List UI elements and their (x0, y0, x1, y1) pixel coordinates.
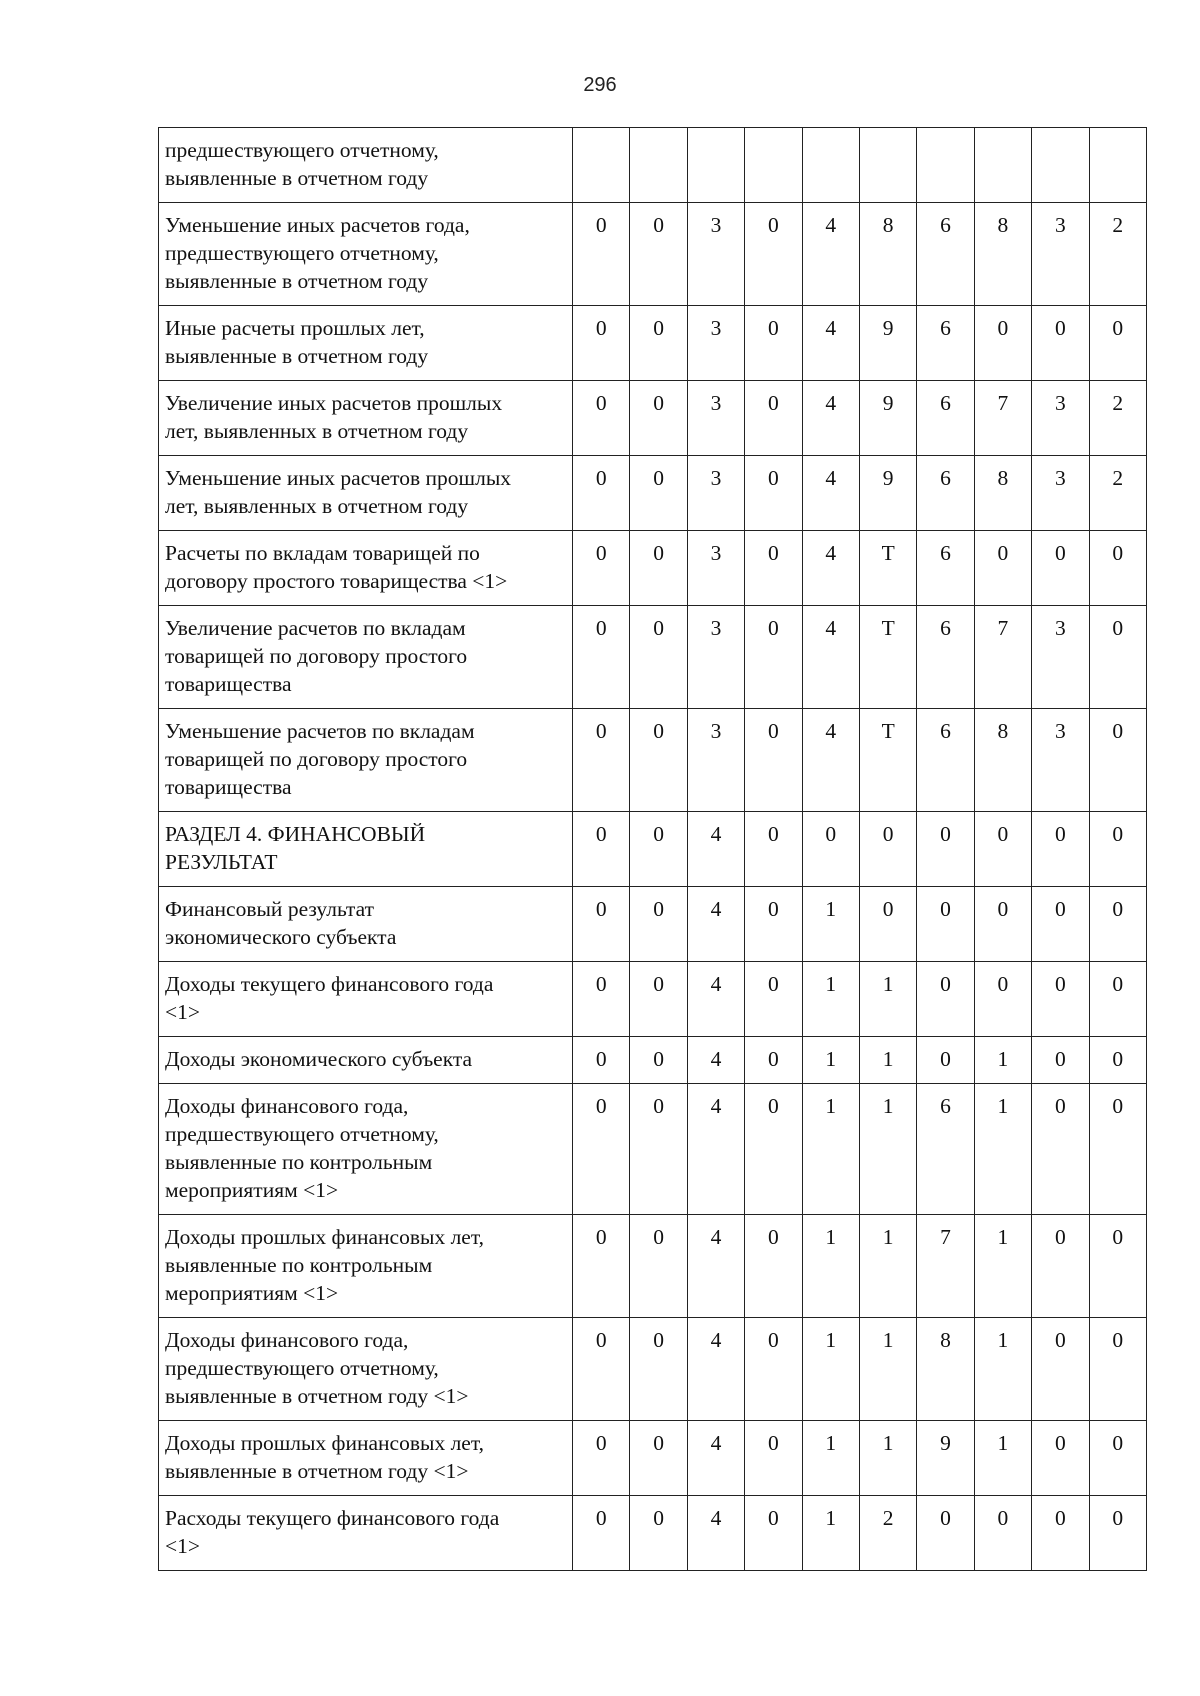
code-digit-cell: 0 (573, 531, 630, 606)
row-name-line: Уменьшение расчетов по вкладам (165, 719, 475, 743)
code-digit-cell: 0 (1089, 531, 1146, 606)
code-digit-cell: 0 (745, 1496, 802, 1571)
code-digit-cell: 0 (1089, 1496, 1146, 1571)
table-row (159, 1421, 1147, 1496)
code-digit-cell: 0 (745, 1421, 802, 1496)
code-digit-cell: 0 (1032, 1215, 1089, 1318)
row-name-line: выявленные в отчетном году (165, 344, 429, 368)
code-digit-cell: 3 (1032, 709, 1089, 812)
row-name-line: выявленные по контрольным (165, 1253, 433, 1277)
code-digit-cell: 0 (630, 1037, 687, 1084)
row-name-line: товарищей по договору простого (165, 747, 468, 771)
row-name-line: выявленные в отчетном году (165, 166, 429, 190)
code-digit-cell: 3 (687, 606, 744, 709)
code-digit-cell: 0 (974, 1496, 1031, 1571)
code-digit-cell: 6 (917, 456, 974, 531)
code-digit-cell: 0 (917, 1037, 974, 1084)
code-digit-cell: 0 (1032, 1318, 1089, 1421)
row-name-line: Доходы финансового года, (165, 1094, 409, 1118)
code-digit-cell: 4 (802, 531, 859, 606)
code-digit-cell: 1 (974, 1084, 1031, 1215)
code-digit-cell: 0 (1089, 1215, 1146, 1318)
row-name-line: РЕЗУЛЬТАТ (165, 850, 278, 874)
code-digit-cell: 0 (1089, 1421, 1146, 1496)
code-digit-cell: 1 (859, 1318, 916, 1421)
code-digit-cell: 3 (687, 531, 744, 606)
row-name-cell (159, 456, 573, 531)
table-row (159, 203, 1147, 306)
code-digit-cell: 0 (1032, 1084, 1089, 1215)
code-digit-cell (630, 128, 687, 203)
code-digit-cell: 0 (573, 1084, 630, 1215)
row-name-line: мероприятиям <1> (165, 1178, 339, 1202)
row-name-line: Доходы текущего финансового года (165, 972, 494, 996)
table-body (159, 128, 1147, 1571)
code-digit-cell: 4 (802, 709, 859, 812)
code-digit-cell: 3 (1032, 203, 1089, 306)
row-name-line: выявленные в отчетном году <1> (165, 1384, 469, 1408)
row-name-line: <1> (165, 1000, 201, 1024)
code-digit-cell: 9 (859, 306, 916, 381)
code-digit-cell: 0 (745, 306, 802, 381)
code-digit-cell: Т (859, 709, 916, 812)
code-digit-cell: 0 (573, 1421, 630, 1496)
code-digit-cell: 4 (687, 812, 744, 887)
row-name-cell (159, 1037, 573, 1084)
code-digit-cell (974, 128, 1031, 203)
code-digit-cell: 4 (687, 1421, 744, 1496)
code-digit-cell: 0 (1089, 606, 1146, 709)
code-digit-cell: 0 (630, 203, 687, 306)
code-digit-cell: 2 (1089, 456, 1146, 531)
code-digit-cell: 2 (1089, 381, 1146, 456)
code-digit-cell: 2 (1089, 203, 1146, 306)
code-digit-cell: 0 (573, 812, 630, 887)
row-name-line: предшествующего отчетному, (165, 241, 439, 265)
code-digit-cell: 0 (974, 887, 1031, 962)
code-digit-cell: 0 (1032, 306, 1089, 381)
code-digit-cell: 3 (687, 709, 744, 812)
table-row (159, 1037, 1147, 1084)
code-digit-cell: 0 (802, 812, 859, 887)
code-digit-cell: 0 (1032, 887, 1089, 962)
code-digit-cell: 0 (630, 606, 687, 709)
code-digit-cell: 1 (802, 1421, 859, 1496)
row-name-cell (159, 203, 573, 306)
code-digit-cell: 6 (917, 306, 974, 381)
row-name-line: Финансовый результат (165, 897, 374, 921)
code-digit-cell: 0 (745, 1215, 802, 1318)
code-digit-cell: Т (859, 606, 916, 709)
row-name-cell (159, 709, 573, 812)
code-digit-cell: 3 (1032, 606, 1089, 709)
code-digit-cell: 1 (859, 962, 916, 1037)
code-digit-cell: 0 (1032, 812, 1089, 887)
row-name-cell (159, 531, 573, 606)
code-digit-cell: 4 (802, 203, 859, 306)
code-digit-cell: 0 (745, 456, 802, 531)
code-digit-cell: 0 (1089, 1084, 1146, 1215)
code-digit-cell: 1 (859, 1421, 916, 1496)
code-digit-cell: 0 (745, 962, 802, 1037)
code-digit-cell: 0 (573, 887, 630, 962)
table-row (159, 531, 1147, 606)
code-digit-cell: 0 (1089, 812, 1146, 887)
row-name-line: Расходы текущего финансового года (165, 1506, 500, 1530)
code-digit-cell: 0 (745, 887, 802, 962)
code-digit-cell: 0 (573, 606, 630, 709)
code-digit-cell (859, 128, 916, 203)
row-name-line: предшествующего отчетному, (165, 1356, 439, 1380)
code-digit-cell: 1 (802, 1084, 859, 1215)
code-digit-cell: 0 (745, 812, 802, 887)
table-row (159, 1084, 1147, 1215)
table-row (159, 128, 1147, 203)
code-digit-cell: 1 (802, 962, 859, 1037)
code-digit-cell: 0 (573, 709, 630, 812)
code-digit-cell: 0 (1089, 887, 1146, 962)
code-digit-cell: 1 (802, 887, 859, 962)
code-digit-cell: 8 (974, 709, 1031, 812)
code-digit-cell: 0 (630, 306, 687, 381)
row-name-line: выявленные в отчетном году (165, 269, 429, 293)
code-digit-cell: 0 (859, 812, 916, 887)
code-digit-cell: 3 (687, 203, 744, 306)
code-digit-cell: 0 (917, 812, 974, 887)
code-digit-cell: 6 (917, 531, 974, 606)
code-digit-cell: 0 (974, 531, 1031, 606)
row-name-cell (159, 812, 573, 887)
row-name-cell (159, 1215, 573, 1318)
code-digit-cell: 1 (802, 1318, 859, 1421)
code-digit-cell: 6 (917, 709, 974, 812)
row-name-line: Доходы экономического субъекта (165, 1047, 473, 1071)
code-digit-cell: 0 (745, 606, 802, 709)
code-digit-cell: 4 (687, 962, 744, 1037)
row-name-line: договору простого товарищества <1> (165, 569, 508, 593)
row-name-line: лет, выявленных в отчетном году (165, 494, 469, 518)
code-digit-cell: 7 (917, 1215, 974, 1318)
code-digit-cell: 3 (1032, 456, 1089, 531)
code-digit-cell: 6 (917, 381, 974, 456)
code-digit-cell: 3 (687, 381, 744, 456)
code-digit-cell: 0 (1032, 962, 1089, 1037)
code-digit-cell: 0 (1032, 1496, 1089, 1571)
row-name-line: выявленные по контрольным (165, 1150, 433, 1174)
code-digit-cell: 0 (630, 962, 687, 1037)
code-digit-cell: 0 (630, 1084, 687, 1215)
row-name-line: мероприятиям <1> (165, 1281, 339, 1305)
code-digit-cell: 8 (974, 456, 1031, 531)
code-digit-cell: 0 (1032, 531, 1089, 606)
code-digit-cell: 1 (974, 1215, 1031, 1318)
code-digit-cell: 4 (687, 1037, 744, 1084)
code-digit-cell: 0 (745, 531, 802, 606)
code-digit-cell: 0 (573, 203, 630, 306)
code-digit-cell: 0 (630, 709, 687, 812)
code-digit-cell: 0 (1089, 306, 1146, 381)
code-digit-cell: 0 (917, 887, 974, 962)
code-digit-cell: 7 (974, 381, 1031, 456)
table-row (159, 381, 1147, 456)
code-digit-cell: 0 (974, 812, 1031, 887)
code-digit-cell (573, 128, 630, 203)
code-digit-cell: 0 (745, 203, 802, 306)
code-digit-cell: 0 (573, 1037, 630, 1084)
table-row (159, 962, 1147, 1037)
code-digit-cell: 0 (573, 381, 630, 456)
row-name-line: Доходы прошлых финансовых лет, (165, 1431, 484, 1455)
code-digit-cell: 1 (802, 1037, 859, 1084)
table-row (159, 306, 1147, 381)
code-digit-cell: 0 (630, 531, 687, 606)
code-digit-cell: 0 (573, 1496, 630, 1571)
code-digit-cell: 6 (917, 1084, 974, 1215)
row-name-line: Увеличение расчетов по вкладам (165, 616, 466, 640)
row-name-line: <1> (165, 1534, 201, 1558)
code-digit-cell: 3 (687, 456, 744, 531)
code-digit-cell: 0 (917, 1496, 974, 1571)
code-digit-cell: 3 (1032, 381, 1089, 456)
row-name-line: товарищей по договору простого (165, 644, 468, 668)
code-digit-cell: 0 (573, 1318, 630, 1421)
account-codes-table (158, 127, 1147, 1571)
row-name-line: РАЗДЕЛ 4. ФИНАНСОВЫЙ (165, 822, 426, 846)
code-digit-cell: 9 (917, 1421, 974, 1496)
row-name-line: Увеличение иных расчетов прошлых (165, 391, 503, 415)
row-name-line: товарищества (165, 672, 292, 696)
code-digit-cell: 1 (859, 1215, 916, 1318)
row-name-line: Уменьшение иных расчетов года, (165, 213, 470, 237)
row-name-cell (159, 887, 573, 962)
row-name-cell (159, 1421, 573, 1496)
code-digit-cell: 0 (974, 962, 1031, 1037)
table-row (159, 812, 1147, 887)
code-digit-cell: 3 (687, 306, 744, 381)
row-name-line: Расчеты по вкладам товарищей по (165, 541, 480, 565)
code-digit-cell: 1 (974, 1318, 1031, 1421)
code-digit-cell: 4 (802, 306, 859, 381)
code-digit-cell: 2 (859, 1496, 916, 1571)
code-digit-cell: 6 (917, 606, 974, 709)
code-digit-cell: 0 (573, 962, 630, 1037)
code-digit-cell: Т (859, 531, 916, 606)
row-name-line: Иные расчеты прошлых лет, (165, 316, 425, 340)
row-name-line: предшествующего отчетному, (165, 1122, 439, 1146)
code-digit-cell: 0 (1032, 1037, 1089, 1084)
row-name-cell (159, 306, 573, 381)
code-digit-cell: 0 (573, 1215, 630, 1318)
code-digit-cell: 0 (974, 306, 1031, 381)
code-digit-cell: 1 (974, 1037, 1031, 1084)
code-digit-cell: 0 (745, 709, 802, 812)
code-digit-cell: 0 (745, 1037, 802, 1084)
code-digit-cell: 0 (630, 1421, 687, 1496)
row-name-cell (159, 1318, 573, 1421)
row-name-line: товарищества (165, 775, 292, 799)
code-digit-cell: 0 (745, 1084, 802, 1215)
code-digit-cell: 8 (859, 203, 916, 306)
code-digit-cell (687, 128, 744, 203)
table-row (159, 606, 1147, 709)
row-name-line: Доходы прошлых финансовых лет, (165, 1225, 484, 1249)
code-digit-cell: 0 (630, 1496, 687, 1571)
code-digit-cell: 4 (687, 1318, 744, 1421)
code-digit-cell: 7 (974, 606, 1031, 709)
code-digit-cell: 1 (859, 1037, 916, 1084)
row-name-cell (159, 128, 573, 203)
row-name-line: экономического субъекта (165, 925, 397, 949)
table-row (159, 1215, 1147, 1318)
code-digit-cell (1089, 128, 1146, 203)
code-digit-cell: 0 (630, 812, 687, 887)
code-digit-cell: 0 (573, 306, 630, 381)
code-digit-cell (917, 128, 974, 203)
table-row (159, 1496, 1147, 1571)
code-digit-cell: 1 (802, 1215, 859, 1318)
code-digit-cell (802, 128, 859, 203)
code-digit-cell: 8 (917, 1318, 974, 1421)
code-digit-cell: 1 (859, 1084, 916, 1215)
code-digit-cell: 6 (917, 203, 974, 306)
row-name-line: выявленные в отчетном году <1> (165, 1459, 469, 1483)
code-digit-cell: 1 (974, 1421, 1031, 1496)
code-digit-cell: 4 (687, 1084, 744, 1215)
code-digit-cell: 0 (1089, 1318, 1146, 1421)
row-name-cell (159, 381, 573, 456)
code-digit-cell: 0 (630, 381, 687, 456)
code-digit-cell (745, 128, 802, 203)
row-name-cell (159, 1084, 573, 1215)
code-digit-cell: 9 (859, 456, 916, 531)
row-name-cell (159, 606, 573, 709)
code-digit-cell: 4 (802, 381, 859, 456)
code-digit-cell: 0 (1032, 1421, 1089, 1496)
code-digit-cell: 4 (687, 1215, 744, 1318)
row-name-line: Доходы финансового года, (165, 1328, 409, 1352)
code-digit-cell: 0 (745, 1318, 802, 1421)
code-digit-cell: 0 (630, 1215, 687, 1318)
code-digit-cell: 0 (630, 887, 687, 962)
code-digit-cell: 4 (802, 456, 859, 531)
table-row (159, 1318, 1147, 1421)
row-name-line: Уменьшение иных расчетов прошлых (165, 466, 512, 490)
code-digit-cell: 8 (974, 203, 1031, 306)
table-row (159, 887, 1147, 962)
code-digit-cell (1032, 128, 1089, 203)
table-row (159, 456, 1147, 531)
code-digit-cell: 0 (1089, 962, 1146, 1037)
code-digit-cell: 1 (802, 1496, 859, 1571)
code-digit-cell: 0 (917, 962, 974, 1037)
row-name-cell (159, 1496, 573, 1571)
page-number: 296 (583, 74, 617, 96)
code-digit-cell: 9 (859, 381, 916, 456)
code-digit-cell: 0 (1089, 1037, 1146, 1084)
row-name-cell (159, 962, 573, 1037)
code-digit-cell: 0 (1089, 709, 1146, 812)
row-name-line: лет, выявленных в отчетном году (165, 419, 469, 443)
code-digit-cell: 0 (630, 456, 687, 531)
code-digit-cell: 0 (573, 456, 630, 531)
code-digit-cell: 0 (745, 381, 802, 456)
code-digit-cell: 0 (859, 887, 916, 962)
code-digit-cell: 4 (802, 606, 859, 709)
code-digit-cell: 4 (687, 1496, 744, 1571)
table-row (159, 709, 1147, 812)
code-digit-cell: 0 (630, 1318, 687, 1421)
code-digit-cell: 4 (687, 887, 744, 962)
row-name-line: предшествующего отчетному, (165, 138, 439, 162)
